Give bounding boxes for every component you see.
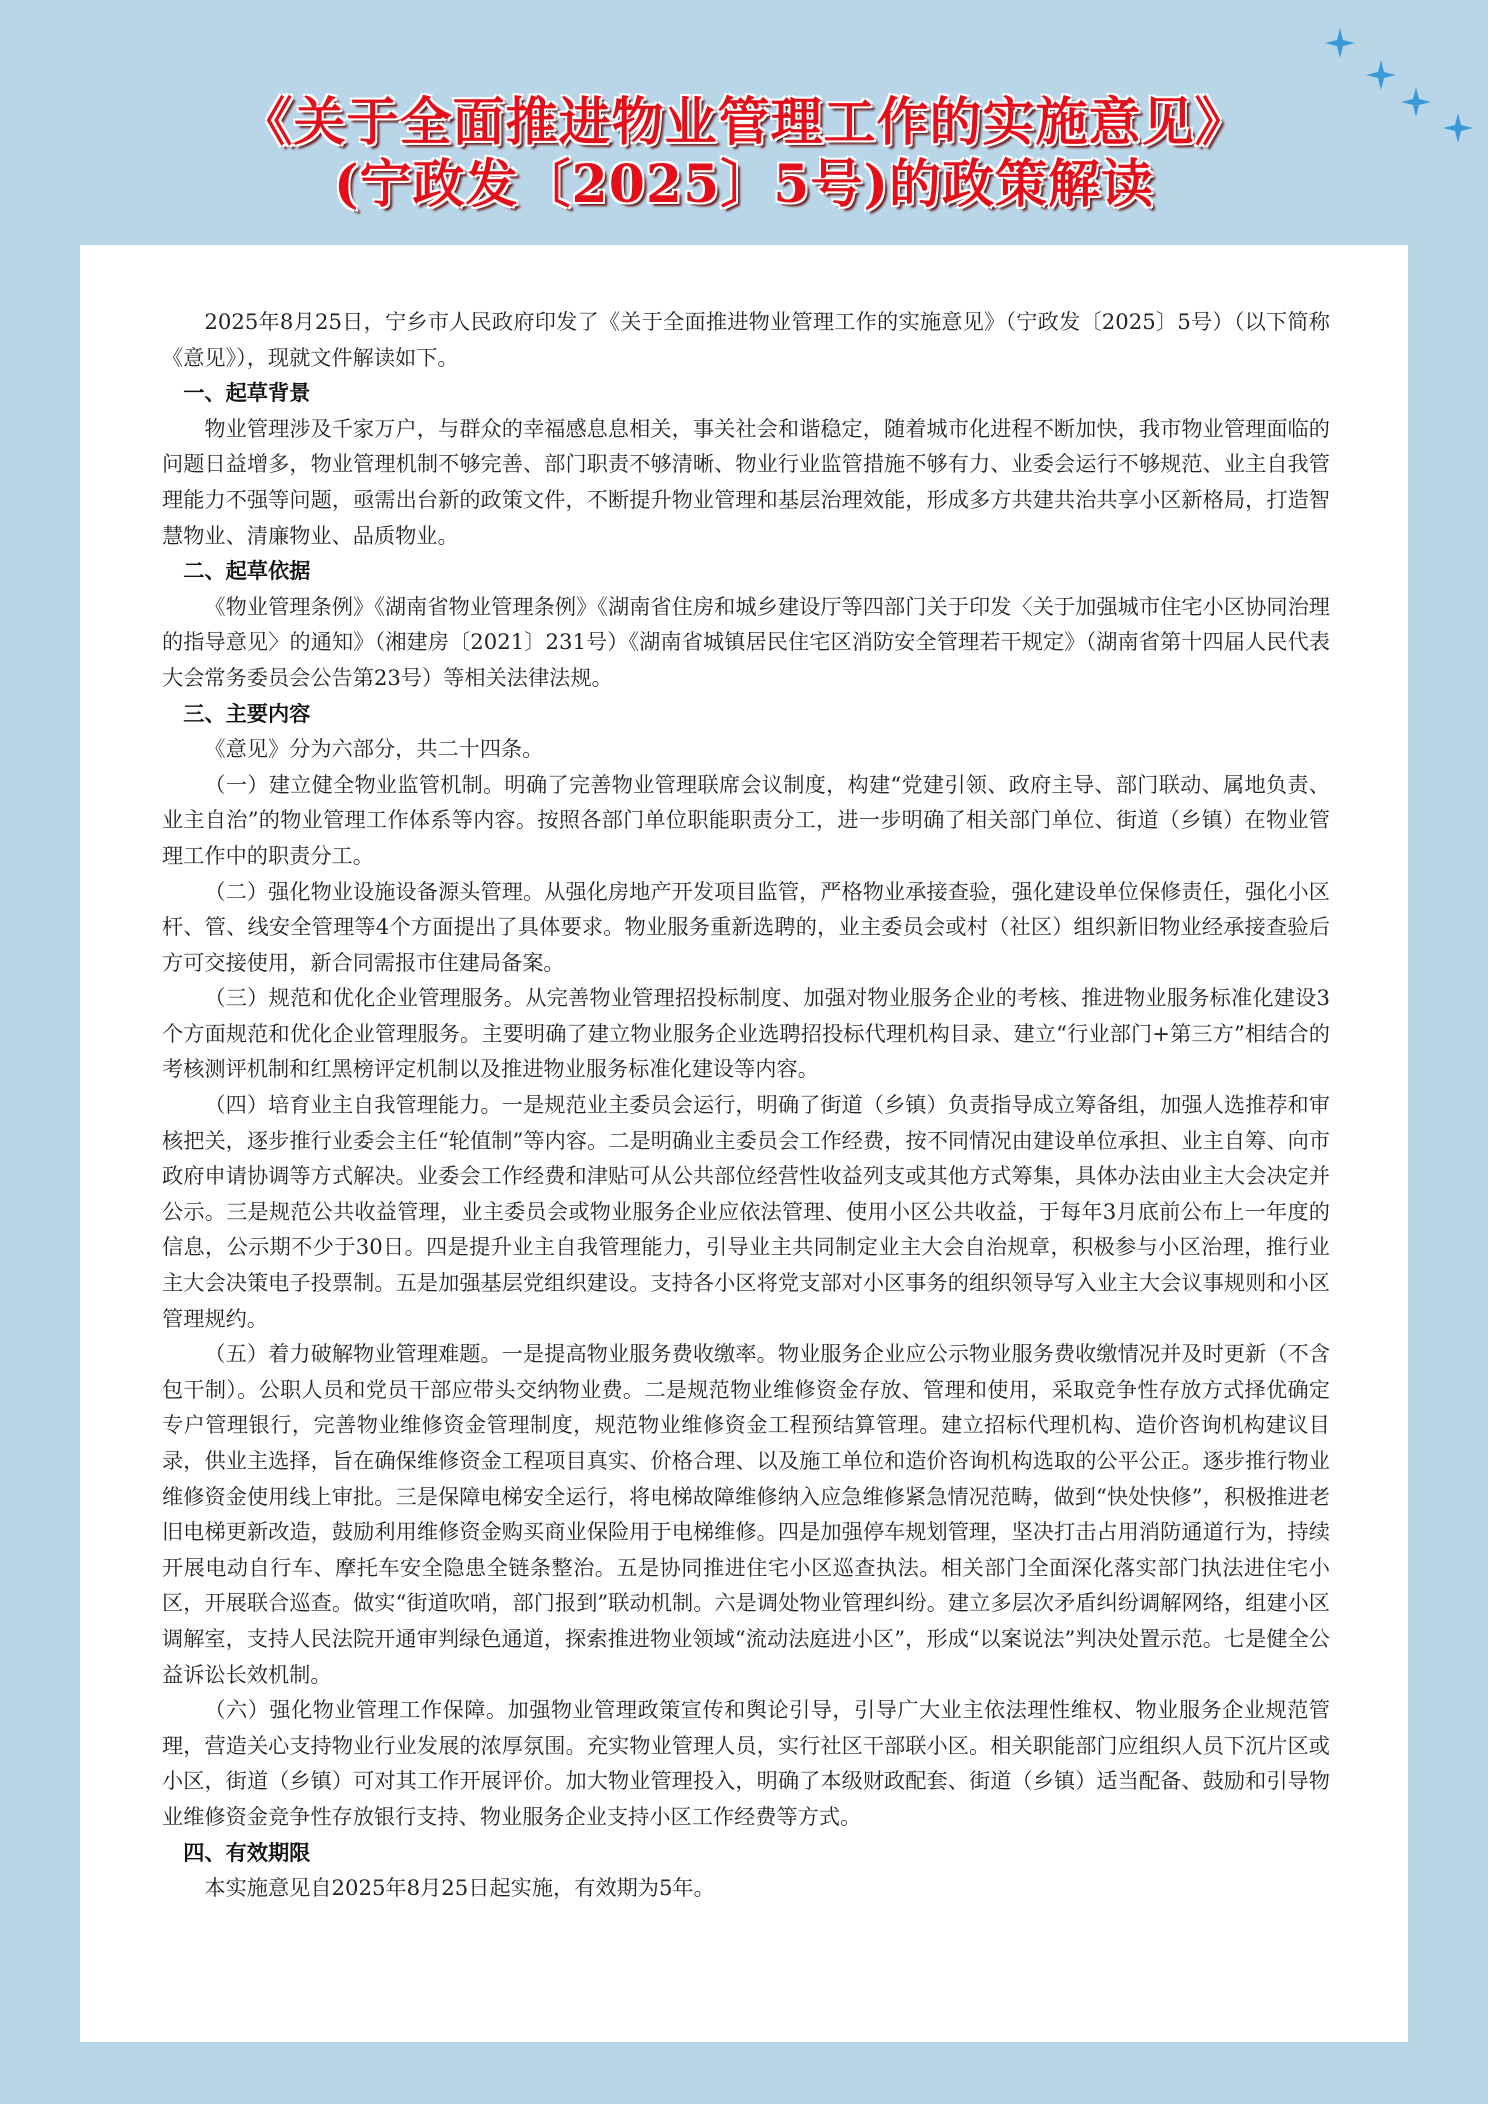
paragraph: 本实施意见自2025年8月25日起实施，有效期为5年。: [204, 1875, 715, 1901]
paragraph: （四）培育业主自我管理能力。一是规范业主委员会运行，明确了街道（乡镇）负责指导成立筹备组，加强人选推荐和审核把关，逐步推行业委会主任“轮值制”等内容。二是明确业主委员会工作经费，按不同情况由建设单位承担、业主自筹、向市政府申请协调等方式解决。业委会工作经费和津贴可从公共部位经营性收益列支或其他方式筹集，具体办法由业主大会决定并公示。三是规范公共收益管理，业主委员会或物业服务企业应依法管理、使用小区公共收益，于每年3月底前公布上一年度的信息，公示期不少于30日。四是提升业主自我管理能力，引导业主共同制定业主大会自治规章，积极参与小区治理，推行业主大会决策电子投票制。五是加强基层党组织建设。支持各小区将党支部对小区事务的组织领导写入业主大会议事规则和小区管理规约。: [162, 1092, 1330, 1331]
section-heading: 四、有效期限: [183, 1839, 311, 1865]
star-icon: [1443, 113, 1473, 143]
paragraph: 《意见》分为六部分，共二十四条。: [204, 736, 544, 762]
paragraph: （二）强化物业设施设备源头管理。从强化房地产开发项目监管，严格物业承接查验，强化建设单位保修责任，强化小区杆、管、线安全管理等4个方面提出了具体要求。物业服务重新选聘的，业主委员会或村（社区）组织新旧物业经承接查验后方可交接使用，新合同需报市住建局备案。: [162, 878, 1330, 975]
paragraph: 物业管理涉及千家万户，与群众的幸福感息息相关，事关社会和谐稳定，随着城市化进程不断加快，我市物业管理面临的问题日益增多，物业管理机制不够完善、部门职责不够清晰、物业行业监管措施不够有力、业委会运行不够规范、业主自我管理能力不强等问题，亟需出台新的政策文件，不断提升物业管理和基层治理效能，形成多方共建共治共享小区新格局，打造智慧物业、清廉物业、品质物业。: [162, 415, 1330, 548]
paragraph: （六）强化物业管理工作保障。加强物业管理政策宣传和舆论引导，引导广大业主依法理性维权、物业服务企业规范管理，营造关心支持物业行业发展的浓厚氛围。充实物业管理人员，实行社区干部联小区。相关职能部门应组织人员下沉片区或小区，街道（乡镇）可对其工作开展评价。加大物业管理投入，明确了本级财政配套、街道（乡镇）适当配备、鼓励和引导物业维修资金竞争性存放银行支持、物业服务企业支持小区工作经费等方式。: [162, 1697, 1330, 1829]
star-icon: [1401, 87, 1431, 117]
document-body: [162, 304, 1330, 1906]
paragraph: 《物业管理条例》《湖南省物业管理条例》《湖南省住房和城乡建设厅等四部门关于印发〈关于加强城市住宅小区协同治理的指导意见〉的通知》（湘建房〔2021〕231号）《湖南省城镇居民住宅区消防安全管理若干规定》（湖南省第十四届人民代表大会常务委员会公告第23号）等相关法律法规。: [162, 593, 1330, 690]
paragraph: （五）着力破解物业管理难题。一是提高物业服务费收缴率。物业服务企业应公示物业服务费收缴情况并及时更新（不含包干制）。公职人员和党员干部应带头交纳物业费。二是规范物业维修资金存放、管理和使用，采取竞争性存放方式择优确定专户管理银行，完善物业维修资金管理制度，规范物业维修资金工程预结算管理。建立招标代理机构、造价咨询机构建议目录，供业主选择，旨在确保维修资金工程项目真实、价格合理、以及施工单位和造价咨询机构选取的公平公正。逐步推行物业维修资金使用线上审批。三是保障电梯安全运行，将电梯故障维修纳入应急维修紧急情况范畴，做到“快处快修”，积极推进老旧电梯更新改造，鼓励利用维修资金购买商业保险用于电梯维修。四是加强停车规划管理，坚决打击占用消防通道行为，持续开展电动自行车、摩托车安全隐患全链条整治。五是协同推进住宅小区巡查执法。相关部门全面深化落实部门执法进住宅小区，开展联合巡查。做实“街道吹哨，部门报到”联动机制。六是调处物业管理纠纷。建立多层次矛盾纠纷调解网络，组建小区调解室，支持人民法院开通审判绿色通道，探索推进物业领域“流动法庭进小区”，形成“以案说法”判决处置示范。七是健全公益诉讼长效机制。: [162, 1341, 1330, 1687]
star-icon: [1366, 60, 1396, 90]
star-icon: [1325, 28, 1355, 58]
paragraph: （一）建立健全物业监管机制。明确了完善物业管理联席会议制度，构建“党建引领、政府主导、部门联动、属地负责、业主自治”的物业管理工作体系等内容。按照各部门单位职能职责分工，进一步明确了相关部门单位、街道（乡镇）在物业管理工作中的职责分工。: [162, 771, 1330, 868]
section-heading: 一、起草背景: [183, 380, 311, 406]
section-heading: 三、主要内容: [183, 700, 311, 726]
document-title-line1: 《关于全面推进物业管理工作的实施意见》: [240, 92, 1248, 153]
document-title-line2: (宁政发〔2025〕5号)的政策解读: [333, 154, 1155, 215]
paragraph: （三）规范和优化企业管理服务。从完善物业管理招投标制度、加强对物业服务企业的考核、推进物业服务标准化建设3个方面规范和优化企业管理服务。主要明确了建立物业服务企业选聘招投标代理机构目录、建立“行业部门+第三方”相结合的考核测评机制和红黑榜评定机制以及推进物业服务标准化建设等内容。: [162, 985, 1330, 1082]
section-heading: 二、起草依据: [183, 558, 311, 584]
intro-paragraph: 2025年8月25日，宁乡市人民政府印发了《关于全面推进物业管理工作的实施意见》（宁政发〔2025〕5号）（以下简称《意见》），现就文件解读如下。: [162, 309, 1330, 370]
